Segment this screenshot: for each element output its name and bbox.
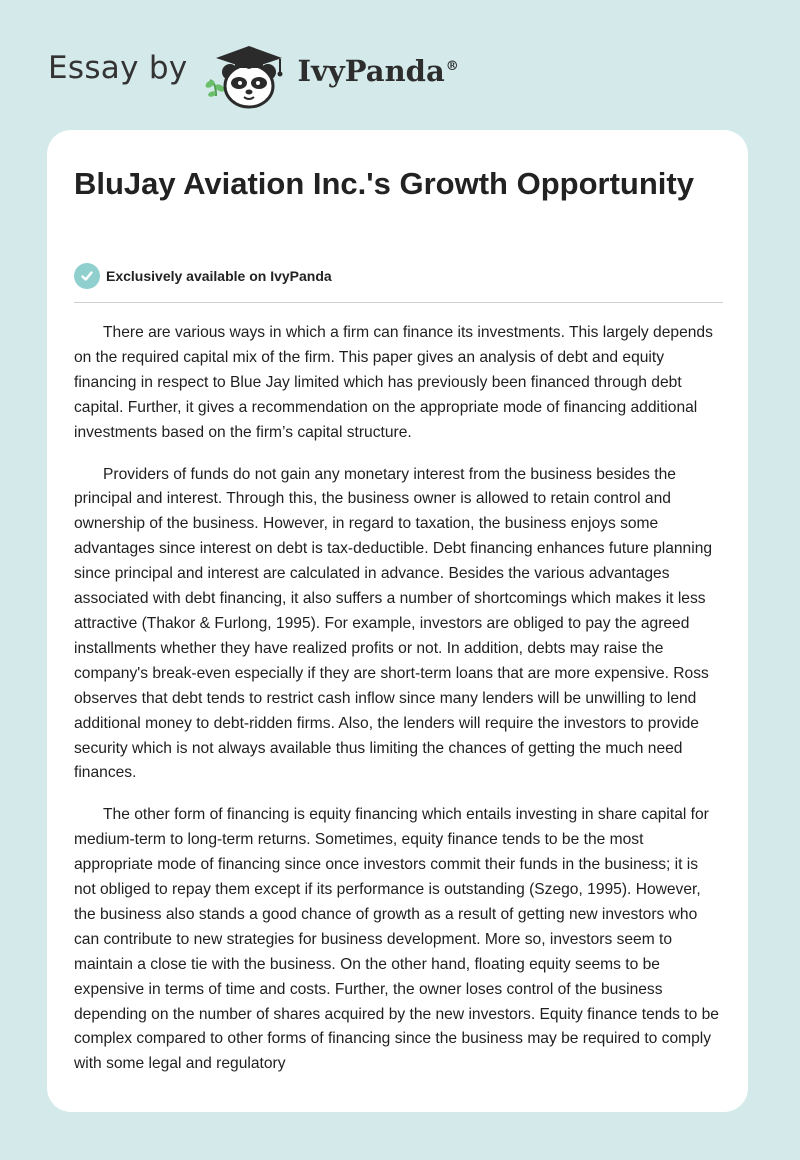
divider [74,302,723,303]
brand-name[interactable]: IvyPanda® [297,54,459,88]
paragraph: The other form of financing is equity financing which entails investing in share capital for medium-term to long-term returns. Sometimes, equity finance tends to be the most appropriate mode of financing since once investors commit their funds in the business; it is not obliged to repay them except if its performance is outstanding (Szego, 1995). However, the business also stands a good chance of growth as a result of getting new investors who can contribute to new strategies for business development. More so, investors seem to maintain a close tie with the business. On the other hand, floating equity seems to be expensive in terms of time and costs. Further, the owner loses control of the business depending on the number of shares acquired by the new investors. Equity finance tends to be complex compared to other forms of financing since the business may be required to comply with some legal and regulatory [74,806,719,1073]
check-badge-icon [74,263,100,289]
essay-body [74,321,723,1094]
essay-by-label: Essay by [48,50,188,86]
paragraph: There are various ways in which a firm can finance its investments. This largely depends on the required capital mix of the firm. This paper gives an analysis of debt and equity financing in respect to Blue Jay limited which has previously been financed through debt capital. Further, it gives a recommendation on the appropriate mode of financing additional investments based on the firm’s capital structure. [74,324,713,441]
site-header [48,34,459,114]
exclusive-badge-label: Exclusively available on IvyPanda [106,268,332,284]
exclusive-badge [74,263,332,289]
paragraph: Providers of funds do not gain any monetary interest from the business besides the principal and interest. Through this, the business owner is allowed to retain control and ownership of the business. However, in regard to taxation, the business enjoys some advantages since interest on debt is tax-deductible. Debt financing enhances future planning since principal and interest are calculated in advance. Besides the various advantages associated with debt financing, it also suffers a number of shortcomings which makes it less attractive (Thakor & Furlong, 1995). For example, investors are obliged to pay the agreed installments whether they have realized profits or not. In addition, debts may raise the company's break-even especially if they are short-term loans that are more expensive. Ross observes that debt tends to restrict cash inflow since many lenders will be unwilling to lend additional money to debt-ridden firms. Also, the lenders will require the investors to provide security which is not always available thus limiting the chances of getting the much need finances. [74,465,713,782]
essay-card [47,130,748,1112]
registered-mark: ® [445,59,459,75]
essay-title: BluJay Aviation Inc.'s Growth Opportunity [74,166,694,201]
panda-logo-icon[interactable] [202,38,292,110]
